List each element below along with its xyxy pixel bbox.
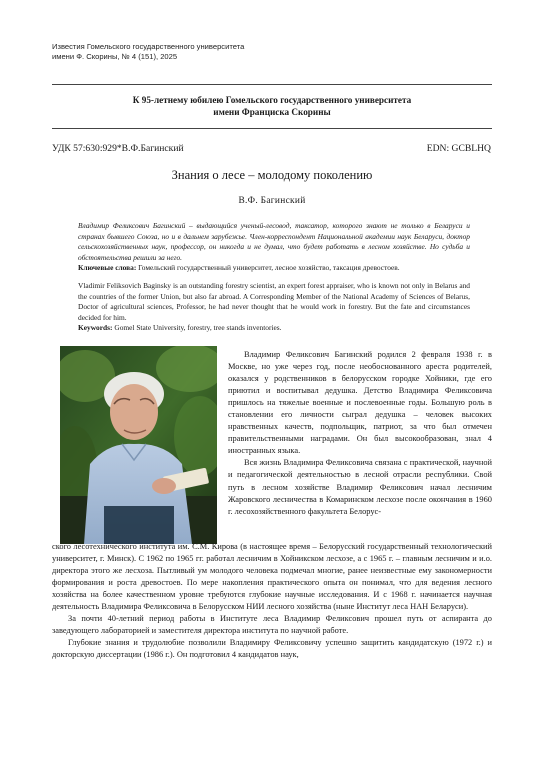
- portrait-photo: [60, 346, 217, 544]
- anniversary-line-1: К 95-летнему юбилею Гомельского государственного университета: [132, 95, 412, 105]
- journal-issue: имени Ф. Скорины, № 4 (151), 2025: [52, 52, 178, 61]
- anniversary-line-2: имени Франциска Скорины: [213, 106, 331, 117]
- body-paragraph-4: Глубокие знания и трудолюбие позволили Владимиру Феликсовичу успешно защитить кандидатскую (1972 г.) и докторскую диссертации (1986 г.). Он подготовил 4 кандидатов наук,: [52, 638, 492, 660]
- edn-code: EDN: GCBLHQ: [426, 143, 491, 154]
- journal-name: Известия Гомельского государственного университета: [52, 42, 245, 51]
- abstract-en-text: Vladimir Feliksovich Baginsky is an outstanding forestry scientist, an expert forest appraiser, who is known not only in Belarus and the countries of the former Union, but also far abroad. A Corresponding Member of the National Academy of Sciences of Belarus, Doctor of agricultural sciences, Professor, he had never thought that he would work in forestry. But the fate and circumstances decided for him.: [78, 281, 470, 322]
- journal-header: [52, 42, 244, 62]
- keywords-ru-label: Ключевые слова:: [78, 263, 137, 273]
- top-divider: [52, 84, 492, 85]
- udc-code: УДК 57:630:929*В.Ф.Багинский: [52, 143, 184, 154]
- keywords-en: Gomel State University, forestry, tree stands inventories.: [114, 323, 282, 333]
- body-paragraph-1: Владимир Феликсович Багинский родился 2 февраля 1938 г. в Москве, но уже через год, после необоснованного ареста родителей, оказался у родственников в белорусском городке Хойники, где его приютил и воспитывал дедушка. Детство Владимира Феликсовича пришлось на тяжелые военные и послевоенные годы. Большую роль в становлении его личности сыграл дедушка – человек высоких нравственных качеств, подпольщик, патриот, за что был отмечен правительственными наградами. Он был высокообразован, знал 4 иностранных языка.: [228, 350, 492, 456]
- article-title: Знания о лесе – молодому поколению: [171, 168, 373, 182]
- body-paragraph-2-continued: ского лесотехнического института им. С.М. Кирова (в настоящее время – Белорусский государственный технологический университет, г. Минск). С 1962 по 1965 гг. работал лесничим в Хойникском лесхозе, а с 1965 г. – главным лесничим и и.о. директора этого же лесхоза. Пытливый ум молодого человека подмечал многие, ранее неизвестные ему закономерности формирования и роста древостоев. По мере накопления практического опыта он понимал, что для ведения лесного хозяйства на более качественном уровне требуются глубокие научные исследования. И с 1968 г. начинается научная деятельность Владимира Феликсовича в Белорусском НИИ лесного хозяйства (ныне Институт леса НАН Беларуси).: [52, 542, 492, 612]
- body-column-para1: [228, 349, 492, 518]
- article-author: В.Ф. Багинский: [238, 196, 306, 206]
- heading-divider: [52, 128, 492, 129]
- abstract-en: [78, 281, 470, 334]
- abstract-ru: [78, 221, 470, 274]
- keywords-ru: Гомельский государственный университет, лесное хозяйство, таксация древостоев.: [138, 263, 400, 273]
- keywords-en-label: Keywords:: [78, 323, 113, 333]
- body-paragraph-3: За почти 40-летний период работы в Институте леса Владимир Феликсович прошел путь от аспиранта до заведующего лабораторией и заместителя директора института по научной работе.: [52, 614, 492, 636]
- body-full-width: [52, 541, 492, 661]
- body-paragraph-2-start: Вся жизнь Владимира Феликсовича связана с практической, научной и педагогической деятельностью в лесной отрасли республики. Свой путь в лесном хозяйстве Владимир Феликсович начал лесничим Жаровского лесничества в Комаринском лесхозе после окончания в 1960 г. лесохозяйственного факультета Белорус-: [228, 458, 492, 516]
- anniversary-heading: [52, 95, 492, 118]
- abstract-ru-text: Владимир Феликсович Багинский – выдающийся ученый-лесовод, таксатор, которого знают не только в Беларуси и странах бывшего Союза, но и в дальнем зарубежье. Член-корреспондент Национальной академии наук Беларуси, доктор сельскохозяйственных наук, профессор, он никогда и не думал, что будет работать в лесном хозяйстве. Но судьба и обстоятельства решили за него.: [78, 221, 470, 262]
